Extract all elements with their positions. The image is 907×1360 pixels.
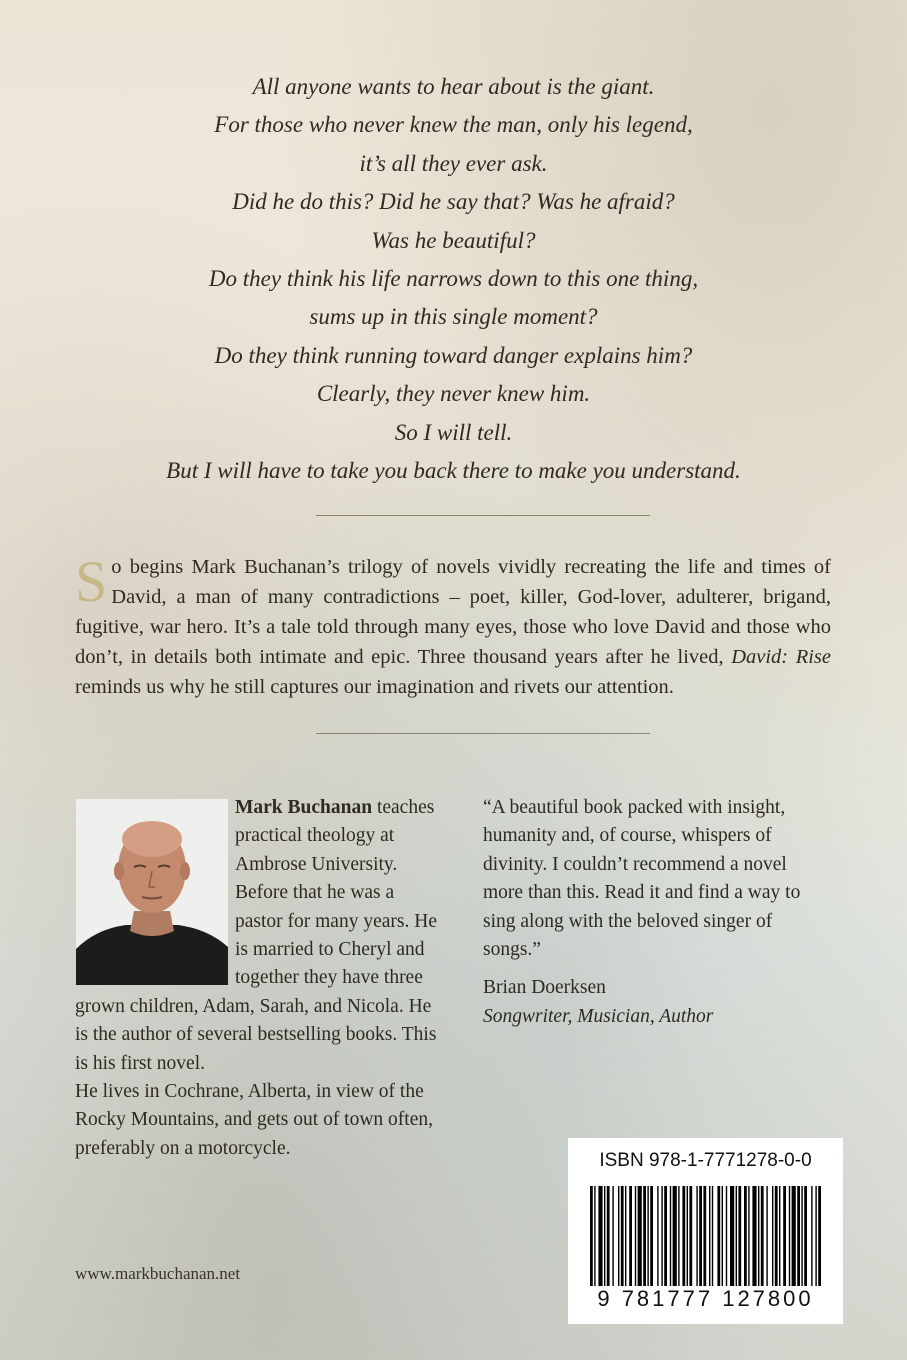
barcode-bar [638,1186,642,1286]
quote-author: Brian Doerksen [483,977,606,999]
author-name: Mark Buchanan [235,797,373,818]
quote-author-role: Songwriter, Musician, Author [483,1005,714,1027]
barcode-bar [594,1186,595,1286]
barcode-bar [815,1186,816,1286]
barcode-bar [775,1186,778,1286]
barcode-bar [643,1186,646,1286]
poem-line: For those who never knew the man, only his legend, [214,112,693,138]
barcode-bar [661,1186,662,1286]
divider-top [316,515,650,516]
barcode-bar [607,1186,610,1286]
barcode-bar [696,1186,697,1286]
barcode-bar [811,1186,812,1286]
barcode-bar [792,1186,796,1286]
isbn-barcode [568,1138,843,1324]
barcode-bar [625,1186,626,1286]
barcode-bar [818,1186,821,1286]
intro-paragraph [75,549,831,702]
barcode-bar [687,1186,688,1286]
barcode-bar [722,1186,723,1286]
barcode-bar [797,1186,800,1286]
isbn-label: ISBN 978-1-7771278-0-0 [599,1150,812,1171]
barcode-bar [682,1186,685,1286]
barcode-bar [717,1186,720,1286]
barcode-bar [726,1186,727,1286]
isbn-digits: 9 781777 127800 [597,1286,814,1311]
barcode-bar [804,1186,807,1286]
barcode-bar [689,1186,692,1286]
poem-line: it’s all they ever ask. [359,150,548,176]
bio-text-2: He lives in Cochrane, Alberta, in view of the Rocky Mountains, and gets out of town often, preferably on a motorcycle. [75,1081,433,1159]
barcode-bar [736,1186,737,1286]
bio-text: teaches practical theology at Ambrose University. Before that he was a pastor for many years. He is married to Cheryl and together they have three grown children, Adam, Sarah, and Nicola. He is the author of several bestselling books. This is his first novel. [75,797,437,1074]
quote-text: “A beautiful book packed with insight, humanity and, of course, whispers of divinity. I couldn’t recommend a novel more than this. Read it and find a way to sing along with the beloved singer of songs.” [483,797,801,961]
barcode-bar [712,1186,713,1286]
barcode-bar [598,1186,602,1286]
barcode-bar [801,1186,802,1286]
barcode-bar [618,1186,619,1286]
poem-line: Do they think his life narrows down to this one thing, [208,266,699,292]
barcode-bar [612,1186,613,1286]
barcode-bar [604,1186,605,1286]
barcode-bar [752,1186,756,1286]
endorsement [483,794,823,1031]
barcode-bar [703,1186,706,1286]
poem-line: Did he do this? Did he say that? Was he afraid? [232,189,675,215]
barcode-bar [730,1186,734,1286]
barcode-bar [629,1186,632,1286]
poem-line: All anyone wants to hear about is the giant. [252,74,655,99]
barcode-bar [772,1186,773,1286]
poem-line: Was he beautiful? [371,227,536,253]
poem-excerpt [0,68,907,490]
barcode-bar [789,1186,790,1286]
barcode-bar [647,1186,648,1286]
intro-text-end: reminds us why he still captures our imagination and rivets our attention. [75,676,674,698]
barcode-bar [590,1186,593,1286]
barcode-bar [761,1186,764,1286]
barcode-bar [621,1186,624,1286]
barcode-bar [783,1186,786,1286]
poem-line: So I will tell. [394,419,513,445]
barcode-bar [673,1186,677,1286]
poem-line: But I will have to take you back there to make you understand. [166,458,741,484]
barcode-bar [678,1186,679,1286]
barcode-bar [657,1186,658,1286]
barcode-bar [738,1186,741,1286]
book-title: David: Rise [731,646,831,668]
barcode-bar [748,1186,749,1286]
poem-line: sums up in this single moment? [309,304,598,330]
drop-cap: S [75,549,108,614]
barcode-bar [758,1186,759,1286]
poem-line: Do they think running toward danger explains him? [214,342,693,368]
barcode-bar [766,1186,767,1286]
author-website[interactable]: www.markbuchanan.net [75,1264,241,1283]
barcode-bar [779,1186,780,1286]
intro-text: o begins Mark Buchanan’s trilogy of novels vividly recreating the life and times of David, a man of many contradictions – poet, killer, God-lover, adulterer, brigand, fugitive, war hero. It’s a tale told through many eyes, those who love David and those who don’t, in details both intimate and epic. Three thousand years after he lived, [75,556,831,668]
barcode-bars [590,1186,821,1286]
poem-line: Clearly, they never knew him. [316,381,591,407]
barcode-bar [650,1186,653,1286]
barcode-bar [709,1186,710,1286]
barcode-bar [664,1186,667,1286]
author-bio [75,794,440,1163]
divider-bottom [316,733,650,734]
barcode-bar [699,1186,702,1286]
barcode-bar [744,1186,747,1286]
barcode-bar [635,1186,636,1286]
barcode-bar [670,1186,671,1286]
